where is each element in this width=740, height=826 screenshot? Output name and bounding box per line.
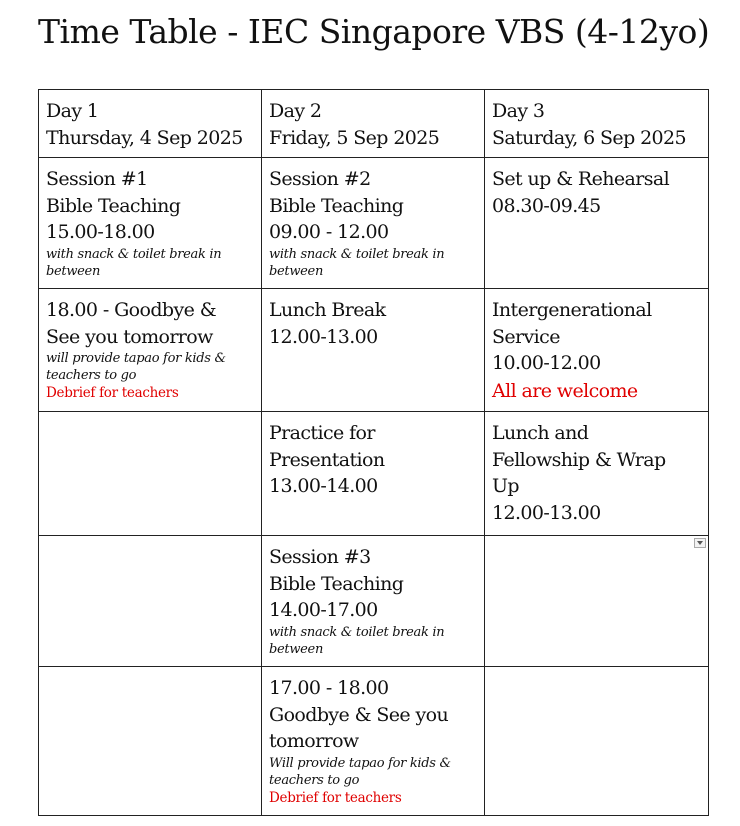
cell-text: 15.00-18.00: [46, 221, 155, 243]
schedule-cell: [485, 412, 709, 536]
cell-text: Bible Teaching: [46, 194, 181, 217]
schedule-cell: [485, 536, 709, 667]
cell-note: with snack & toilet break in between: [46, 246, 222, 279]
cell-text: Set up & Rehearsal: [492, 168, 670, 190]
cell-text: 10.00-12.00: [492, 352, 601, 374]
cell-text: Goodbye & See you: [269, 703, 449, 726]
schedule-cell: [485, 289, 709, 412]
schedule-row: [39, 536, 709, 667]
schedule-cell: [262, 667, 485, 816]
debrief-note: Debrief for teachers: [46, 385, 179, 401]
cell-text: Service: [492, 325, 560, 348]
schedule-row: [39, 158, 709, 289]
header-row: [39, 90, 709, 158]
cell-text: 12.00-13.00: [492, 501, 601, 524]
header-cell-day1: [39, 90, 262, 158]
schedule-cell: [485, 158, 709, 289]
schedule-cell: [39, 667, 262, 816]
day-label: Day 1: [46, 100, 99, 122]
cell-text: Session #1: [46, 168, 148, 190]
cell-text: Fellowship & Wrap: [492, 448, 666, 471]
cell-text: 08.30-09.45: [492, 194, 601, 217]
schedule-cell: [262, 412, 485, 536]
cell-dropdown-icon[interactable]: [694, 538, 706, 548]
cell-note: will provide tapao for kids & teachers to go: [46, 351, 226, 383]
schedule-cell: [39, 536, 262, 667]
cell-text: Lunch Break: [269, 299, 386, 321]
cell-text: Session #2: [269, 168, 371, 190]
cell-text: 17.00 - 18.00: [269, 677, 389, 699]
header-cell-day2: [262, 90, 485, 158]
page-title: Time Table - IEC Singapore VBS (4-12yo): [38, 12, 710, 51]
day-label: Day 2: [269, 100, 322, 122]
schedule-cell: [39, 412, 262, 536]
cell-text: tomorrow: [269, 730, 359, 752]
day-label: Day 3: [492, 100, 545, 122]
cell-text: Up: [492, 475, 519, 497]
cell-note: with snack & toilet break in between: [269, 246, 445, 279]
schedule-cell: [39, 289, 262, 412]
schedule-cell: [39, 158, 262, 289]
schedule-row: [39, 412, 709, 536]
cell-text: Presentation: [269, 448, 385, 471]
cell-text: Intergenerational: [492, 299, 652, 321]
schedule-cell: [262, 158, 485, 289]
cell-text: 13.00-14.00: [269, 475, 378, 497]
cell-text: See you tomorrow: [46, 325, 213, 348]
cell-text: Session #3: [269, 546, 371, 568]
cell-text: Lunch and: [492, 422, 589, 444]
cell-text: Bible Teaching: [269, 194, 404, 217]
date-label: Saturday, 6 Sep 2025: [492, 126, 687, 149]
welcome-highlight: All are welcome: [492, 379, 638, 402]
cell-text: Bible Teaching: [269, 572, 404, 595]
schedule-cell: [262, 289, 485, 412]
schedule-cell: [485, 667, 709, 816]
cell-note: Will provide tapao for kids & teachers to go: [269, 755, 451, 788]
cell-note: with snack & toilet break in between: [269, 624, 445, 657]
header-cell-day3: [485, 90, 709, 158]
cell-text: 14.00-17.00: [269, 599, 378, 621]
schedule-cell: [262, 536, 485, 667]
debrief-note: Debrief for teachers: [269, 789, 402, 806]
date-label: Thursday, 4 Sep 2025: [46, 126, 243, 149]
schedule-row: [39, 289, 709, 412]
cell-text: 18.00 - Goodbye &: [46, 299, 217, 321]
cell-text: Practice for: [269, 422, 375, 444]
cell-text: 09.00 - 12.00: [269, 221, 389, 243]
timetable: [38, 89, 709, 816]
cell-text: 12.00-13.00: [269, 325, 378, 348]
schedule-row: [39, 667, 709, 816]
date-label: Friday, 5 Sep 2025: [269, 126, 440, 149]
